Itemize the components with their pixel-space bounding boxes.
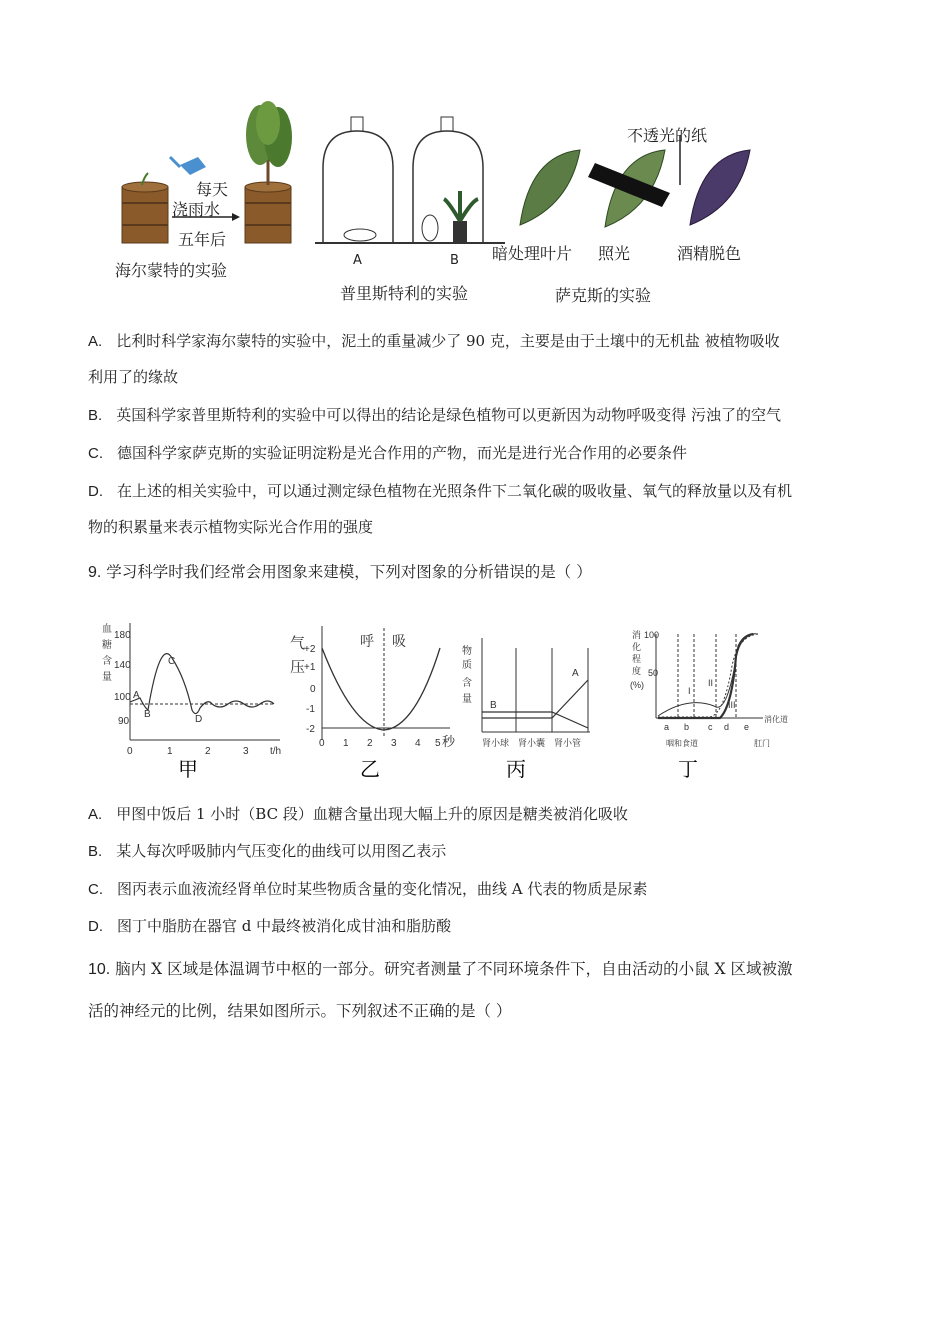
priestley-caption: 普里斯特利的实验 xyxy=(340,284,469,303)
jia-ylabel-1: 血 xyxy=(102,624,112,635)
helmont-watering-label: 每天 xyxy=(196,180,229,199)
yi-ytick-p1: +1 xyxy=(304,662,316,673)
graph-ding xyxy=(628,626,798,778)
q8-option-c: C. 德国科学家萨克斯的实验证明淀粉是光合作用的产物，而光是进行光合作用的必要条件 xyxy=(88,444,688,462)
yi-xunit: 秒 xyxy=(442,735,456,750)
yi-phase-inhale: 吸 xyxy=(392,634,406,650)
priestley-jar-a: A xyxy=(353,253,362,268)
q10-stem-cont: 活的神经元的比例，结果如图所示。下列叙述不正确的是（ ） xyxy=(88,1002,512,1020)
yi-ytick-0: 0 xyxy=(310,684,316,695)
ding-ylabel-1: 消 xyxy=(632,631,642,641)
graph-yi xyxy=(290,618,465,778)
q8-option-b: B. 英国科学家普里斯特利的实验中可以得出的结论是绿色植物可以更新因为动物呼吸变得 污浊了的空气 xyxy=(88,406,781,424)
helmont-years-label: 五年后 xyxy=(178,230,227,249)
experiments-figure xyxy=(100,95,770,310)
yi-xtick-0: 0 xyxy=(319,738,325,749)
jia-point-b: B xyxy=(144,709,151,720)
ding-ytick-100: 100 xyxy=(644,630,660,640)
bing-ylabel-1: 物 xyxy=(462,646,472,657)
q9-option-a: A. 甲图中饭后 1 小时（BC 段）血糖含量出现大幅上升的原因是糖类被消化吸收 xyxy=(88,805,628,823)
yi-xtick-1: 1 xyxy=(343,738,349,749)
jia-ylabel-4: 量 xyxy=(102,672,112,683)
ding-organ-c: c xyxy=(708,722,713,732)
ding-organ-label-anus: 肛门 xyxy=(754,739,770,748)
jia-ytick-100: 100 xyxy=(114,692,131,703)
ding-ylabel-5: (%) xyxy=(630,680,644,690)
jia-point-d: D xyxy=(195,714,203,725)
ding-ytick-50: 50 xyxy=(648,668,659,678)
q9-option-b: B. 某人每次呼吸肺内气压变化的曲线可以用图乙表示 xyxy=(88,842,447,860)
sachs-step-dark: 暗处理叶片 xyxy=(492,244,573,263)
jia-ylabel-3: 含 xyxy=(102,656,112,667)
sachs-step-alcohol: 酒精脱色 xyxy=(677,244,742,263)
ding-name: 丁 xyxy=(678,757,698,778)
graph-jia xyxy=(100,618,290,778)
yi-ylabel-2: 压 xyxy=(290,658,306,676)
jia-xtick-2: 2 xyxy=(205,746,211,757)
yi-ylabel-1: 气 xyxy=(290,634,306,652)
jia-ytick-180: 180 xyxy=(114,630,131,641)
bing-ylabel-3: 含 xyxy=(462,678,472,689)
ding-curve-1: I xyxy=(688,686,691,696)
ding-organ-d: d xyxy=(724,722,730,732)
q9-option-d: D. 图丁中脂肪在器官 d 中最终被消化成甘油和脂肪酸 xyxy=(88,917,452,935)
sachs-caption: 萨克斯的实验 xyxy=(555,286,652,305)
q8-option-a-cont: 利用了的缘故 xyxy=(88,368,179,386)
ding-curve-2: II xyxy=(708,678,714,688)
ding-organ-e: e xyxy=(744,722,750,732)
yi-ytick-m2: -2 xyxy=(306,724,315,735)
ding-organ-b: b xyxy=(684,722,690,732)
jia-name: 甲 xyxy=(178,757,198,778)
jia-ytick-140: 140 xyxy=(114,660,131,671)
priestley-illustration xyxy=(315,113,510,248)
bing-ylabel-4: 量 xyxy=(462,694,472,705)
bing-curve-a: A xyxy=(572,668,579,679)
jia-xunit: t/h xyxy=(270,746,282,757)
ding-organ-label-pharynx: 咽和食道 xyxy=(666,739,698,748)
yi-xtick-2: 2 xyxy=(367,738,373,749)
q8-option-d-cont: 物的积累量来表示植物实际光合作用的强度 xyxy=(88,518,374,536)
jia-ylabel-2: 糖 xyxy=(102,640,112,651)
yi-xtick-4: 4 xyxy=(415,738,421,749)
yi-ytick-p2: +2 xyxy=(304,644,316,655)
jia-point-c: C xyxy=(168,656,176,667)
priestley-jar-b: B xyxy=(450,253,459,268)
q10-stem: 10. 脑内 X 区域是体温调节中枢的一部分。研究者测量了不同环境条件下，自由活动的小鼠 X 区域被激 xyxy=(88,960,793,978)
jia-ytick-90: 90 xyxy=(118,716,130,727)
helmont-watering-label-2: 浇雨水 xyxy=(172,200,221,219)
ding-ylabel-3: 程 xyxy=(632,655,642,665)
q8-option-d: D. 在上述的相关实验中，可以通过测定绿色植物在光照条件下二氧化碳的吸收量、氧气的释放量以及有机 xyxy=(88,482,793,500)
sachs-paper-label: 不透光的纸 xyxy=(627,126,708,145)
q9-stem: 9. 学习科学时我们经常会用图象来建模，下列对图象的分析错误的是（ ） xyxy=(88,563,592,581)
graph-bing xyxy=(460,628,625,778)
jia-xtick-0: 0 xyxy=(127,746,133,757)
yi-phase-exhale: 呼 xyxy=(360,634,374,650)
bing-curve-b: B xyxy=(490,700,497,711)
jia-xtick-3: 3 xyxy=(243,746,249,757)
ding-ylabel-2: 化 xyxy=(632,643,642,653)
bing-seg-glomerulus: 肾小球 xyxy=(482,739,510,749)
bing-seg-capsule: 肾小囊 xyxy=(518,739,546,749)
q9-option-c: C. 图丙表示血液流经肾单位时某些物质含量的变化情况，曲线 A 代表的物质是尿素 xyxy=(88,880,648,898)
sachs-illustration xyxy=(510,135,760,235)
ding-xlabel: 消化道 xyxy=(764,715,788,724)
sachs-step-light: 照光 xyxy=(598,244,631,263)
jia-xtick-1: 1 xyxy=(167,746,173,757)
yi-ytick-m1: -1 xyxy=(306,704,315,715)
yi-name: 乙 xyxy=(360,757,380,778)
ding-organ-a: a xyxy=(664,722,670,732)
jia-point-a: A xyxy=(133,690,140,701)
ding-ylabel-4: 度 xyxy=(632,667,642,677)
bing-name: 丙 xyxy=(506,757,526,778)
bing-ylabel-2: 质 xyxy=(462,660,472,671)
yi-xtick-5: 5 xyxy=(435,738,441,749)
ding-curve-3: III xyxy=(728,700,736,710)
helmont-caption: 海尔蒙特的实验 xyxy=(115,261,228,280)
q8-option-a: A. 比利时科学家海尔蒙特的实验中，泥土的重量减少了 90 克，主要是由于土壤中的无机盐 被植物吸收 xyxy=(88,332,780,350)
yi-xtick-3: 3 xyxy=(391,738,397,749)
bing-seg-tubule: 肾小管 xyxy=(554,739,582,749)
